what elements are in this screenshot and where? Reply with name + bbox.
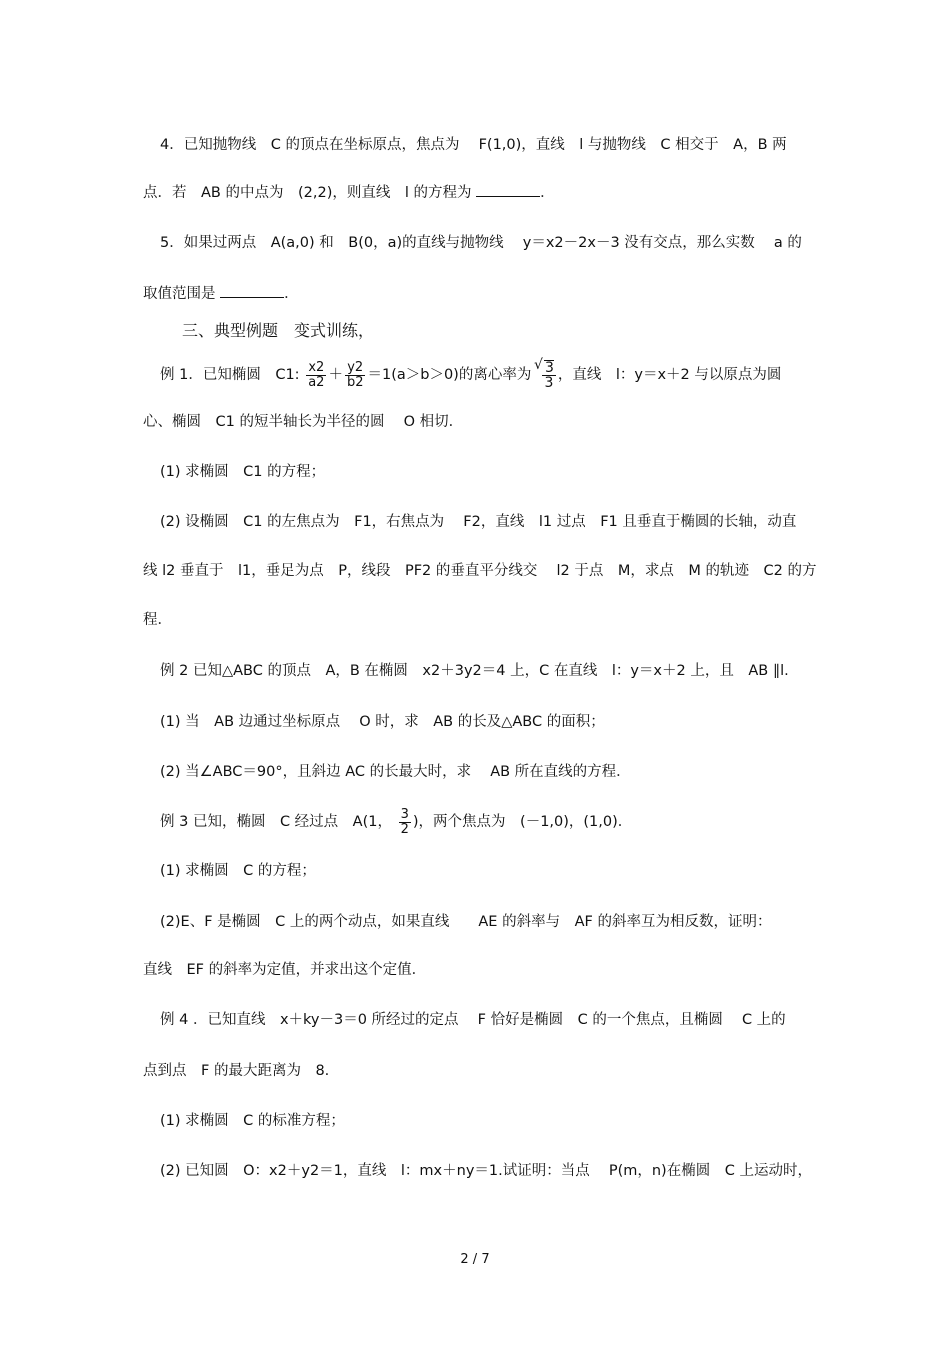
- ex1-line1: [160, 360, 781, 390]
- plus-sign: ＋: [328, 367, 343, 383]
- q4-line1: 4．已知抛物线 C 的顶点在坐标原点，焦点为 F(1,0)，直线 l 与抛物线 C 相交于 A，B 两: [160, 137, 787, 153]
- ex2-part1: (1) 当 AB 边通过坐标原点 O 时，求 AB 的长及△ABC 的面积；: [160, 714, 605, 730]
- ex1-line2: 心、椭圆 C1 的短半轴长为半径的圆 O 相切．: [143, 414, 464, 430]
- fraction-x2-a2: [306, 361, 326, 390]
- frac-den: 3: [544, 375, 554, 391]
- ex2-line1: 例 2 已知△ABC 的顶点 A，B 在椭圆 x2＋3y2＝4 上，C 在直线 l：y＝x＋2 上，且 AB ∥l.: [160, 663, 789, 679]
- answer-blank: [220, 285, 284, 298]
- ex3-lead: 例 3 已知，椭圆 C 经过点 A(1，: [160, 814, 392, 830]
- ex1-part1: (1) 求椭圆 C1 的方程；: [160, 464, 326, 480]
- q4-line2-end: ．: [540, 185, 555, 201]
- q4-line2-text: 点．若 AB 的中点为 (2,2)，则直线 l 的方程为: [143, 185, 472, 201]
- ex3-part2-line1: (2)E、F 是椭圆 C 上的两个动点，如果直线 AE 的斜率与 AF 的斜率互为相反数，证明：: [160, 914, 772, 930]
- frac-num: x2: [306, 361, 326, 376]
- frac-num: y2: [345, 361, 366, 376]
- sqrt-symbol: √ 3: [544, 360, 554, 375]
- ex1-part2-line1: (2) 设椭圆 C1 的左焦点为 F1，右焦点为 F2，直线 l1 过点 F1 且垂直于椭圆的长轴，动直: [160, 514, 797, 530]
- q5-line2-text: 取值范围是: [143, 286, 216, 302]
- ex3-part2-line2: 直线 EF 的斜率为定值，并求出这个定值．: [143, 962, 427, 978]
- ex3-tail: )，两个焦点为 (－1,0)，(1,0)．: [412, 814, 633, 830]
- fraction-y2-b2: [345, 361, 366, 390]
- fraction-3-2: [399, 808, 411, 837]
- section-title: 三、典型例题 变式训练，: [182, 321, 375, 340]
- ex4-line2: 点到点 F 的最大距离为 8.: [143, 1063, 330, 1079]
- ex1-part2-line3: 程．: [143, 612, 172, 628]
- frac-den: b2: [346, 374, 364, 390]
- frac-den: 2: [400, 821, 409, 837]
- fraction-eccentricity: [542, 360, 556, 390]
- q5-line2-end: ．: [284, 286, 299, 302]
- ex1-lead: 例 1．已知椭圆 C1:: [160, 367, 300, 383]
- ex4-line1: 例 4 ．已知直线 x＋ky－3＝0 所经过的定点 F 恰好是椭圆 C 的一个焦点，且椭圆 C 上的: [160, 1012, 786, 1028]
- q4-line2: [143, 182, 555, 204]
- ex3-part1: (1) 求椭圆 C 的方程；: [160, 863, 316, 879]
- answer-blank: [476, 184, 540, 197]
- page-number: 2 / 7: [460, 1252, 490, 1267]
- ex1-condition: ＝1(a＞b＞0)的离心率为: [367, 367, 532, 383]
- ex1-part2-line2: 线 l2 垂直于 l1，垂足为点 P，线段 PF2 的垂直平分线交 l2 于点 M，求点 M 的轨迹 C2 的方: [143, 563, 817, 579]
- q5-line1: 5．如果过两点 A(a,0) 和 B(0，a)的直线与抛物线 y＝x2－2x－3 没有交点，那么实数 a 的: [160, 235, 802, 251]
- ex2-part2: (2) 当∠ABC＝90°，且斜边 AC 的长最大时，求 AB 所在直线的方程．: [160, 764, 631, 780]
- q5-line2: [143, 283, 299, 305]
- frac-num: 3: [400, 806, 409, 822]
- ex4-part1: (1) 求椭圆 C 的标准方程；: [160, 1113, 345, 1129]
- frac-den: a2: [308, 374, 325, 390]
- ex3-line1: [160, 805, 632, 839]
- frac-num: [542, 360, 556, 376]
- ex1-tail: ，直线 l：y＝x＋2 与以原点为圆: [557, 367, 782, 383]
- ex4-part2: (2) 已知圆 O：x2＋y2＝1，直线 l：mx＋ny＝1.试证明：当点 P(m，n)在椭圆 C 上运动时，: [160, 1163, 812, 1179]
